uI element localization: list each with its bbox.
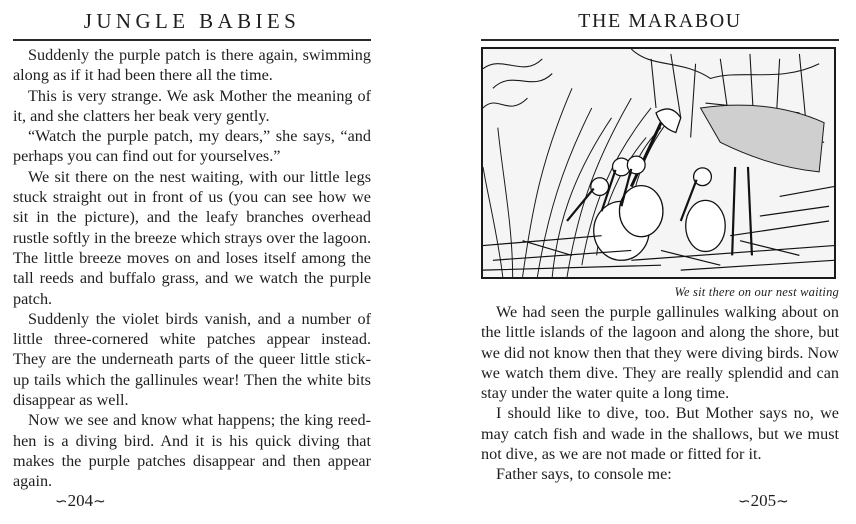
illustration-caption: We sit there on our nest waiting — [674, 285, 839, 299]
storks-drawing-icon — [483, 49, 834, 277]
paragraph: Father says, to console me: — [496, 465, 672, 484]
page-number — [738, 491, 789, 511]
marabou-illustration — [481, 47, 836, 279]
paragraph: Now we see and know what happens; the king reed-hen is a diving bird. And it is his quick diving that makes the purple patches disappear and then appear again. — [13, 411, 371, 491]
body-text — [481, 302, 839, 485]
folio-ornament-right: ∼ — [776, 494, 789, 510]
page-number-value: 205 — [750, 491, 777, 510]
folio-ornament-left: ∽ — [738, 494, 751, 510]
paragraph: Suddenly the violet birds vanish, and a number of little three-cornered white patches appear instead. They are the underneath parts of the queer little stick-up tails which the gallinules wear! Then the white bits disappear as well. — [13, 309, 371, 410]
running-head: THE MARABOU — [578, 10, 742, 32]
header-rule — [481, 39, 839, 41]
paragraph: This is very strange. We ask Mother the meaning of it, and she clatters her beak very gently. — [13, 86, 371, 125]
right-page — [481, 0, 839, 524]
folio-ornament-left: ∽ — [55, 494, 68, 510]
paragraph: We had seen the purple gallinules walking about on the little islands of the lagoon and along the shore, but we did not know then that they were diving birds. Now we watch them dive. They are really splendid and can stay under the water quite a long time. — [481, 303, 839, 403]
folio-ornament-right: ∼ — [93, 494, 106, 510]
running-head: JUNGLE BABIES — [83, 9, 301, 33]
paragraph: We sit there on the nest waiting, with our little legs stuck straight out in front of us (you can see how we sit in the picture), and the leafy branches overhead rustle softly in the breeze which strays over the lagoon. The little breeze moves on and loses itself among the tall reeds and buffalo grass, and we watch the purple patch. — [13, 167, 371, 308]
page-number-value: 204 — [67, 491, 94, 510]
body-text — [13, 45, 371, 492]
paragraph: “Watch the purple patch, my dears,” she says, “and perhaps you can find out for yourselves.” — [13, 127, 371, 166]
header-rule — [13, 39, 371, 41]
page-number — [55, 491, 106, 511]
paragraph: I should like to dive, too. But Mother says no, we may catch fish and wade in the shallows, but we must not dive, as we are not made or fitted for it. — [481, 404, 839, 464]
left-page — [13, 0, 371, 524]
paragraph: Suddenly the purple patch is there again, swimming along as if it had been there all the time. — [13, 46, 371, 85]
